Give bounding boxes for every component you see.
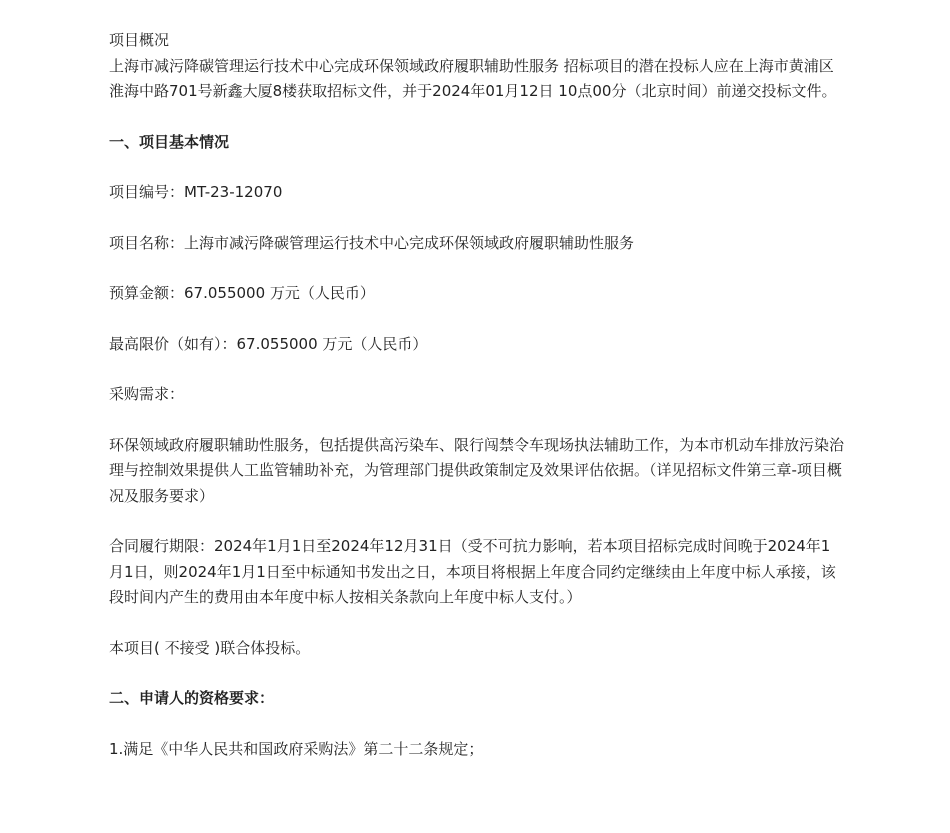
section-qualification-title: 二、申请人的资格要求： xyxy=(109,689,275,707)
budget-amount: 预算金额：67.055000 万元（人民币） xyxy=(109,284,375,302)
max-price: 最高限价（如有）：67.055000 万元（人民币） xyxy=(109,334,428,353)
overview-body: 上海市减污降碳管理运行技术中心完成环保领域政府履职辅助性服务 招标项目的潜在投标人应在上海市黄浦区淮海中路701号新鑫大厦8楼获取招标文件，并于2024年01月12日 10点00分（北京时间）前递交投标文件。 xyxy=(109,56,837,100)
contract-period: 合同履行期限：2024年1月1日至2024年12月31日（受不可抗力影响，若本项目招标完成时间晚于2024年1月1日，则2024年1月1日至中标通知书发出之日，本项目将根据上年度合同约定继续由上年度中标人承接，该段时间内产生的费用由本年度中标人按相关条款向上年度中标人支付。） xyxy=(109,537,836,606)
requirements-body: 环保领域政府履职辅助性服务，包括提供高污染车、限行闯禁令车现场执法辅助工作，为本市机动车排放污染治理与控制效果提供人工监管辅助补充，为管理部门提供政策制定及效果评估依据。（详见招标文件第三章-项目概况及服务要求） xyxy=(109,435,845,505)
overview-title: 项目概况 xyxy=(109,31,170,49)
consortium-note: 本项目( 不接受 )联合体投标。 xyxy=(109,638,311,657)
section-basic-info-title: 一、项目基本情况 xyxy=(109,132,230,151)
qualification-item-1: 1.满足《中华人民共和国政府采购法》第二十二条规定； xyxy=(109,739,484,758)
project-number: 项目编号：MT-23-12070 xyxy=(109,183,283,201)
requirements-label: 采购需求： xyxy=(109,385,185,403)
project-name: 项目名称：上海市减污降碳管理运行技术中心完成环保领域政府履职辅助性服务 xyxy=(109,233,635,252)
